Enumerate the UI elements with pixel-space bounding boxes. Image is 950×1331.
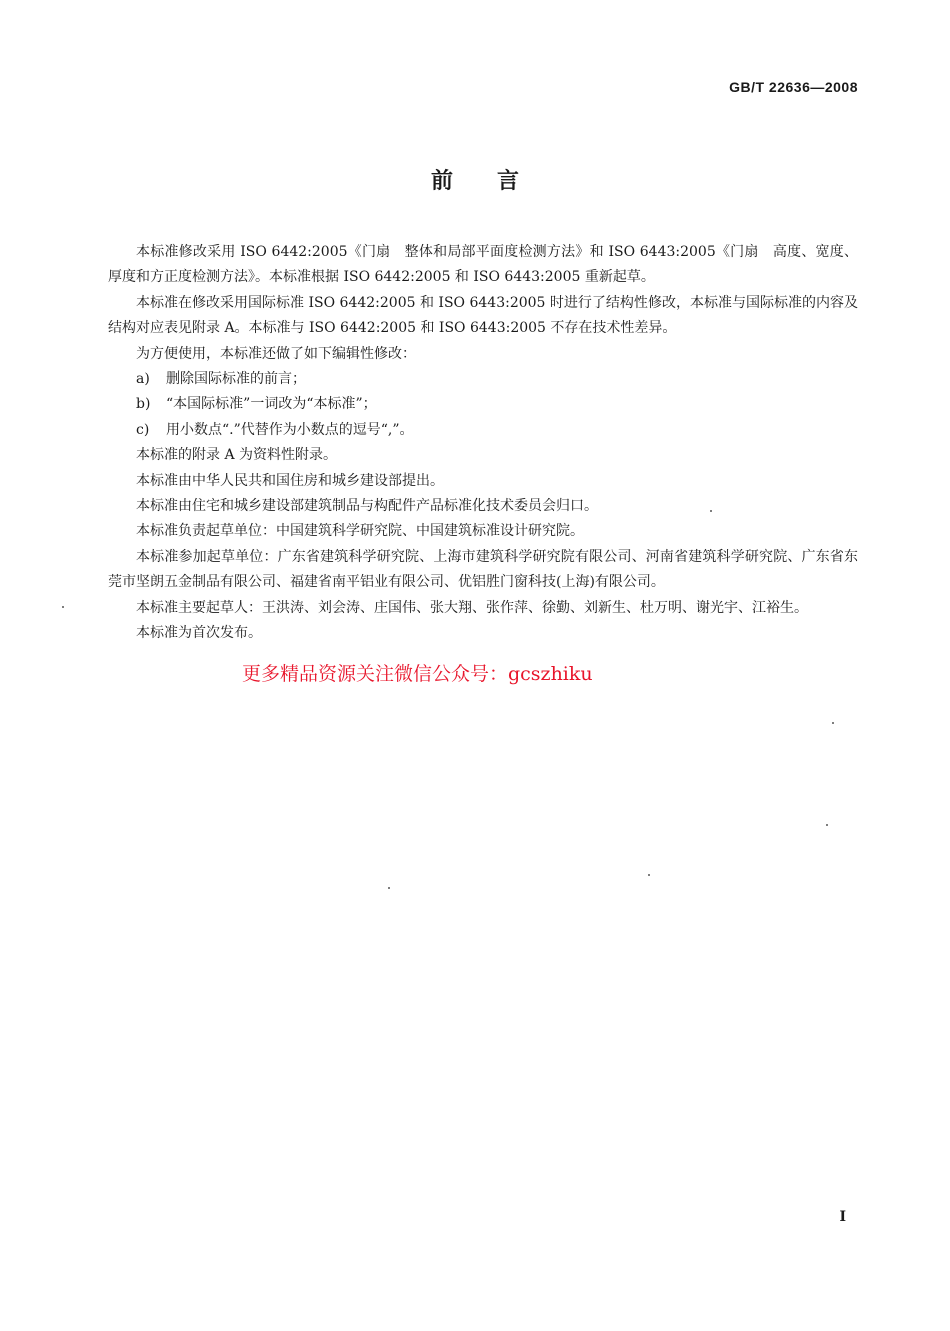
item-text: 用小数点“.”代替作为小数点的逗号“,”。 [166,421,414,438]
scan-speck [648,874,650,876]
page-title: 前言 [430,168,563,194]
item-label: a) [136,371,150,388]
scan-speck [710,510,712,512]
standard-code: GB/T 22636—2008 [729,79,858,95]
page-number: I [839,1209,846,1225]
paragraph: 本标准参加起草单位：广东省建筑科学研究院、上海市建筑科学研究院有限公司、河南省建筑科学研究院、广东省东莞市坚朗五金制品有限公司、福建省南平铝业有限公司、优铝胜门窗科技(上海)有限公司。 [108,548,858,591]
paragraph: 为方便使用，本标准还做了如下编辑性修改： [136,345,416,362]
edit-item [108,367,858,392]
item-label: c) [136,421,150,438]
item-text: 删除国际标准的前言； [166,371,306,388]
paragraph: 本标准由中华人民共和国住房和城乡建设部提出。 [136,472,444,489]
edit-item [108,392,858,417]
paragraph: 本标准修改采用 ISO 6442:2005《门扇 整体和局部平面度检测方法》和 ISO 6443:2005《门扇 高度、宽度、厚度和方正度检测方法》。本标准根据 ISO 6442:2005 和 ISO 6443:2005 重新起草。 [108,244,858,286]
item-label: b) [136,396,151,413]
paragraph: 本标准由住宅和城乡建设部建筑制品与构配件产品标准化技术委员会归口。 [136,498,598,515]
paragraph: 本标准的附录 A 为资料性附录。 [136,447,338,464]
foreword-body [108,240,858,647]
scan-speck [62,606,64,608]
scan-speck [832,722,834,724]
paragraph: 本标准在修改采用国际标准 ISO 6442:2005 和 ISO 6443:2005 时进行了结构性修改，本标准与国际标准的内容及结构对应表见附录 A。本标准与 ISO 6442:2005 和 ISO 6443:2005 不存在技术性差异。 [108,294,858,337]
scan-speck [826,824,828,826]
item-text: “本国际标准”一词改为“本标准”； [166,396,377,413]
watermark-overlay: 更多精品资源关注微信公众号：gcszhiku [242,659,593,686]
paragraph: 本标准负责起草单位：中国建筑科学研究院、中国建筑标准设计研究院。 [136,523,584,540]
edit-item [108,418,858,443]
paragraph: 本标准为首次发布。 [136,625,262,642]
paragraph: 本标准主要起草人：王洪涛、刘会涛、庄国伟、张大翔、张作萍、徐勤、刘新生、杜万明、谢光宇、江裕生。 [136,599,808,616]
scan-speck [388,887,390,889]
